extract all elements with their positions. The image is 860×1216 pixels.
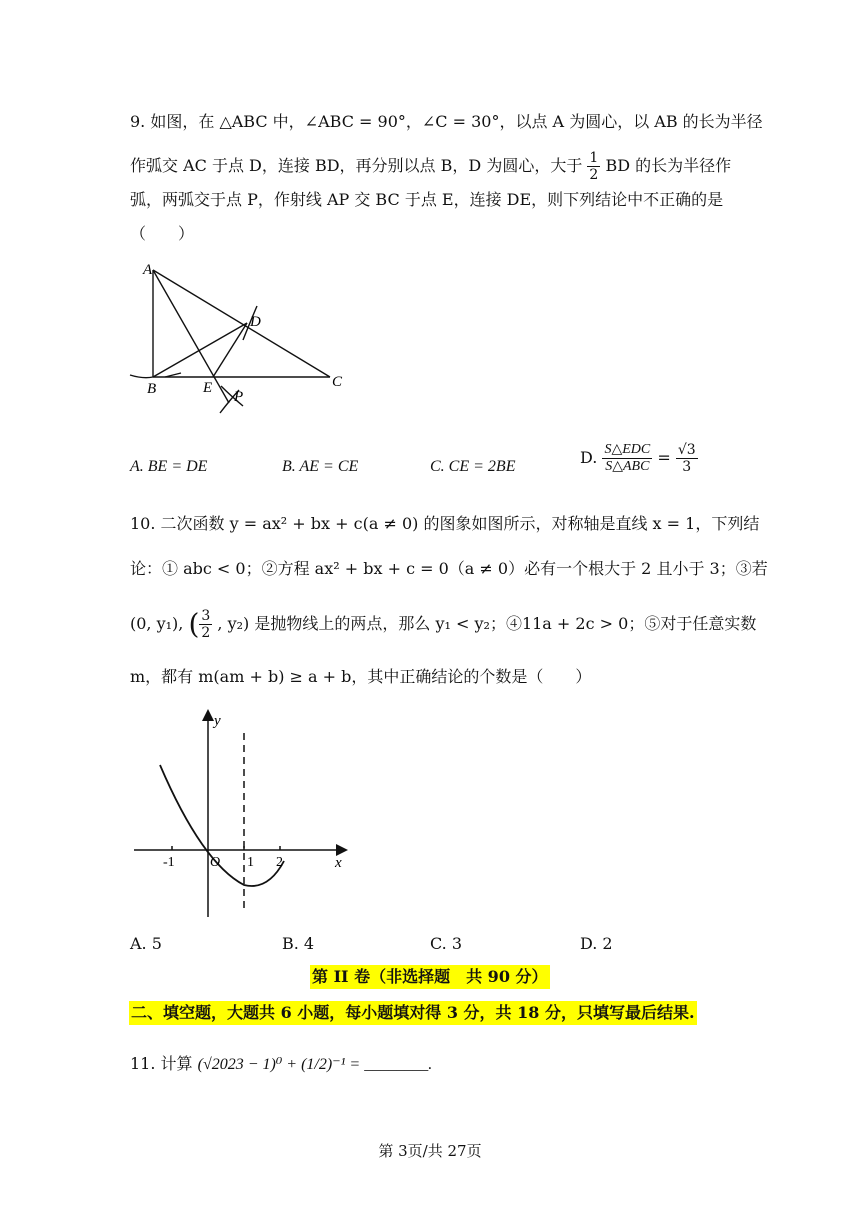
q11-expression: (√2023 − 1)⁰ + (1/2)⁻¹ = ________.: [197, 1056, 433, 1073]
q10-three-halves: [199, 608, 212, 641]
q10-option-a[interactable]: A. 5: [130, 934, 162, 953]
q9-option-c[interactable]: C. CE = 2BE: [430, 458, 516, 475]
q9-line-2b: BD 的长为半径作: [605, 156, 732, 175]
label-neg1: -1: [163, 855, 175, 870]
label-2: 2: [276, 855, 283, 870]
section-title: 第 II 卷（非选择题 共 90 分）: [310, 965, 550, 989]
q10-line-3b: , y₂) 是抛物线上的两点，那么 y₁ < y₂；④11a + 2c > 0；⑤对于任意实数: [217, 614, 757, 633]
q9-option-b[interactable]: B. AE = CE: [282, 458, 359, 475]
q10-line-2: 论：① abc < 0；②方程 ax² + bx + c = 0（a ≠ 0）必有一个根大于 2 且小于 3；③若: [130, 559, 768, 578]
ray-AP: [153, 270, 229, 403]
q9-line-4: （ ）: [130, 224, 195, 243]
q10-line-1: 10. 二次函数 y = ax² + bx + c(a ≠ 0) 的图象如图所示，对称轴是直线 x = 1，下列结: [130, 514, 760, 533]
paren-open: (: [188, 607, 200, 641]
q9-half-fraction: [587, 150, 600, 183]
q9-line-3: 弧，两弧交于点 P，作射线 AP 交 BC 于点 E，连接 DE，则下列结论中不正确的是: [130, 190, 724, 209]
q9-line-2: [130, 150, 731, 183]
label-D: D: [250, 314, 261, 330]
label-y: y: [214, 713, 221, 729]
page-footer: 第 3页/共 27页: [378, 1142, 482, 1160]
section-heading: 二、填空题，大题共 6 小题，每小题填对得 3 分，共 18 分，只填写最后结果.: [129, 1001, 697, 1025]
equals-sign: =: [657, 448, 671, 467]
q9-option-d-den: S△ABC: [605, 459, 650, 474]
q9-option-d-prefix: D.: [580, 448, 598, 467]
q10-line-4: m，都有 m(am + b) ≥ a + b，其中正确结论的个数是（ ）: [130, 667, 592, 686]
parabola-curve: [160, 765, 284, 886]
label-P: P: [234, 389, 244, 405]
q9-line-1: 9. 如图，在 △ABC 中，∠ABC = 90°，∠C = 30°，以点 A 为圆心，以 AB 的长为半径: [130, 112, 763, 131]
label-C: C: [332, 374, 343, 390]
label-x: x: [335, 855, 342, 871]
label-B: B: [147, 381, 157, 397]
segment-DE: [213, 323, 247, 377]
q10-option-c[interactable]: C. 3: [430, 934, 463, 953]
segment-BD: [153, 323, 247, 377]
q9-option-d-rhs: [676, 442, 698, 475]
triangle-figure: [125, 258, 365, 428]
q11-line: [130, 1052, 432, 1077]
q9-frac-den: 2: [589, 167, 599, 183]
label-1: 1: [247, 855, 254, 870]
q10-line-3a: (0, y₁),: [130, 614, 184, 633]
q9-option-a[interactable]: A. BE = DE: [130, 458, 208, 475]
q10-option-b[interactable]: B. 4: [282, 934, 315, 953]
q10-option-d[interactable]: D. 2: [580, 934, 613, 953]
q10-frac-num: 3: [201, 608, 211, 624]
q10-line-3: [130, 608, 756, 641]
label-A: A: [143, 262, 153, 278]
q11-prefix: 11. 计算: [130, 1054, 193, 1073]
q10-frac-den: 2: [201, 625, 211, 641]
q9-option-d-lhs: [602, 442, 652, 475]
q9-option-d-rhs-den: 3: [682, 459, 692, 475]
q9-option-d-num: S△EDC: [604, 442, 651, 457]
q9-option-d[interactable]: [580, 442, 698, 475]
parabola-graph: [130, 705, 370, 925]
label-origin: O: [210, 855, 221, 870]
arc-B: [130, 375, 153, 378]
q9-line-2a: 作弧交 AC 于点 D，连接 BD，再分别以点 B，D 为圆心，大于: [130, 156, 583, 175]
q9-frac-num: 1: [589, 150, 599, 166]
label-E: E: [203, 380, 213, 396]
q9-option-d-rhs-num: √3: [677, 442, 696, 458]
